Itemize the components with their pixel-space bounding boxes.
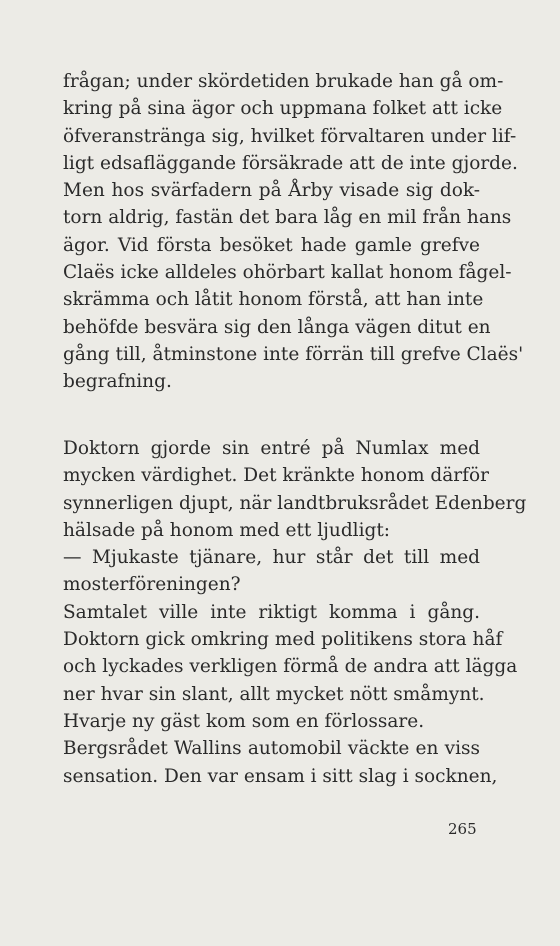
text-line: och lyckades verkligen förmå de andra att lägga — [63, 656, 518, 678]
text-line: mycken värdighet. Det kränkte honom därför — [63, 465, 489, 487]
text-line: Doktorn gjorde sin entré på Numlax med — [63, 438, 480, 459]
text-line: frågan; under skördetiden brukade han gå om- — [63, 71, 504, 92]
text-line: Men hos svärfadern på Årby visade sig dok- — [63, 180, 480, 202]
text-line: — Mjukaste tjänare, hur står det till med — [63, 547, 480, 569]
text-line: kring på sina ägor och uppmana folket att icke — [63, 98, 503, 120]
text-line: sensation. Den var ensam i sitt slag i socknen, — [63, 765, 498, 787]
text-block-top — [63, 68, 524, 396]
text-line: Hvarje ny gäst kom som en förlossare. — [63, 710, 425, 732]
text-line: mosterföreningen? — [63, 574, 241, 596]
text-line: Claës icke alldeles ohörbart kallat honom fågel- — [63, 262, 512, 284]
text-line: skrämma och låtit honom förstå, att han inte — [63, 289, 484, 311]
text-line: begrafning. — [63, 371, 172, 393]
text-line: behöfde besvära sig den långa vägen ditut en — [63, 316, 491, 338]
text-line: torn aldrig, fastän det bara låg en mil från hans — [63, 207, 512, 229]
text-line: gång till, åtminstone inte förrän till grefve Claës' — [63, 343, 524, 365]
text-line: ner hvar sin slant, allt mycket nött småmynt. — [63, 683, 485, 705]
text-line: Bergsrådet Wallins automobil väckte en viss — [63, 738, 480, 760]
text-line: ägor. Vid första besöket hade gamle grefve — [63, 234, 480, 256]
page-number: 265 — [448, 820, 477, 838]
text-block-bottom — [63, 435, 527, 790]
text-line: Doktorn gick omkring med politikens stora håf — [63, 629, 503, 651]
text-line: Samtalet ville inte riktigt komma i gång. — [63, 601, 480, 623]
text-line: synnerligen djupt, när landtbruksrådet Edenberg — [63, 492, 527, 514]
text-line: hälsade på honom med ett ljudligt: — [63, 519, 391, 541]
text-line: ligt edsafläggande försäkrade att de inte gjorde. — [63, 152, 518, 174]
text-line: öfveranstränga sig, hvilket förvaltaren under lif- — [63, 125, 517, 147]
